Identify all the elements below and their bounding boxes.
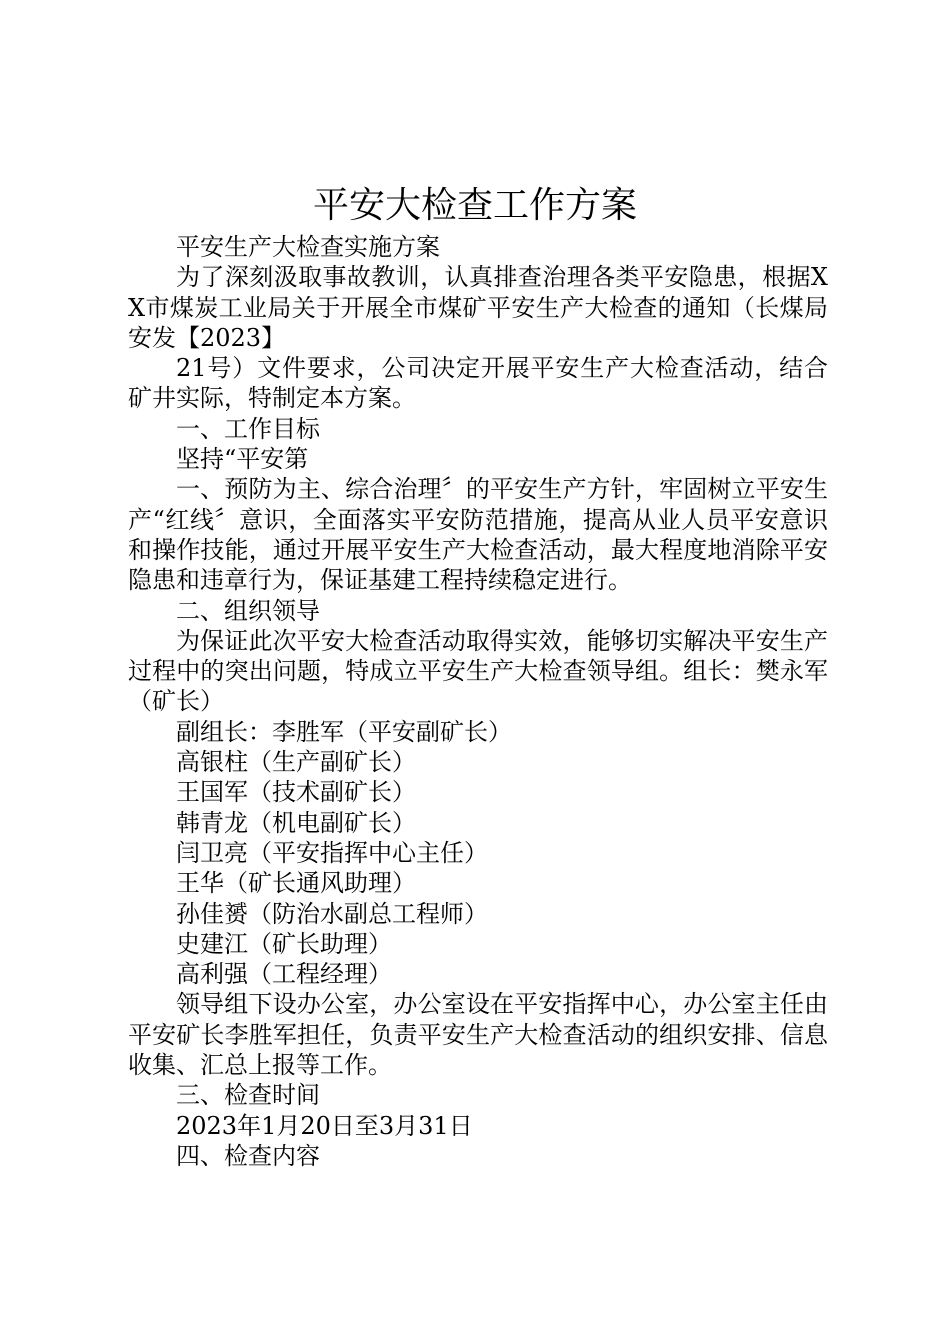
paragraph-time: 2023年1月20日至3月31日 (176, 1111, 473, 1140)
section-heading-goals: 一、工作目标 (176, 414, 320, 443)
member-line: 王国军（技术副矿长） (176, 778, 416, 807)
paragraph-intro: 为了深刻汲取事故教训，认真排查治理各类平安隐患，根据XX市煤炭工业局关于开展全市煤矿平安生产大检查的通知（长煤局安发【2023】 (128, 263, 828, 352)
paragraph-subtitle: 平安生产大检查实施方案 (176, 233, 440, 261)
member-line: 史建江（矿长助理） (176, 929, 392, 958)
member-line: 孙佳赟（防治水副总工程师） (176, 899, 488, 928)
document-title: 平安大检查工作方案 (312, 185, 637, 226)
section-heading-content: 四、检查内容 (176, 1141, 320, 1170)
member-line: 王华（矿长通风助理） (176, 869, 416, 898)
paragraph-goals: 一、预防为主、综合治理〞的平安生产方针，牢固树立平安生产“红线〞意识，全面落实平安防范措施，提高从业人员平安意识和操作技能，通过开展平安生产大检查活动，最大程度地消除平安隐患和违章行为，保证基建工程持续稳定进行。 (128, 475, 828, 595)
paragraph-intro-cont: 21号）文件要求，公司决定开展平安生产大检查活动，结合矿井实际，特制定本方案。 (128, 354, 828, 413)
member-line: 高银柱（生产副矿长） (176, 748, 416, 777)
document-body (128, 232, 828, 1171)
section-heading-organization: 二、组织领导 (176, 596, 320, 625)
paragraph-office: 领导组下设办公室，办公室设在平安指挥中心，办公室主任由平安矿长李胜军担任，负责平安生产大检查活动的组织安排、信息收集、汇总上报等工作。 (128, 990, 828, 1080)
paragraph-organization: 为保证此次平安大检查活动取得实效，能够切实解决平安生产过程中的突出问题，特成立平安生产大检查领导组。组长：樊永军（矿长） (128, 626, 828, 716)
section-heading-time: 三、检查时间 (176, 1081, 320, 1110)
member-line: 副组长：李胜军（平安副矿长） (176, 717, 512, 746)
member-line: 闫卫亮（平安指挥中心主任） (176, 838, 488, 867)
paragraph-goals-lead: 坚持“平安第 (176, 445, 309, 474)
member-line: 高利强（工程经理） (176, 960, 392, 989)
member-line: 韩青龙（机电副矿长） (176, 808, 416, 837)
